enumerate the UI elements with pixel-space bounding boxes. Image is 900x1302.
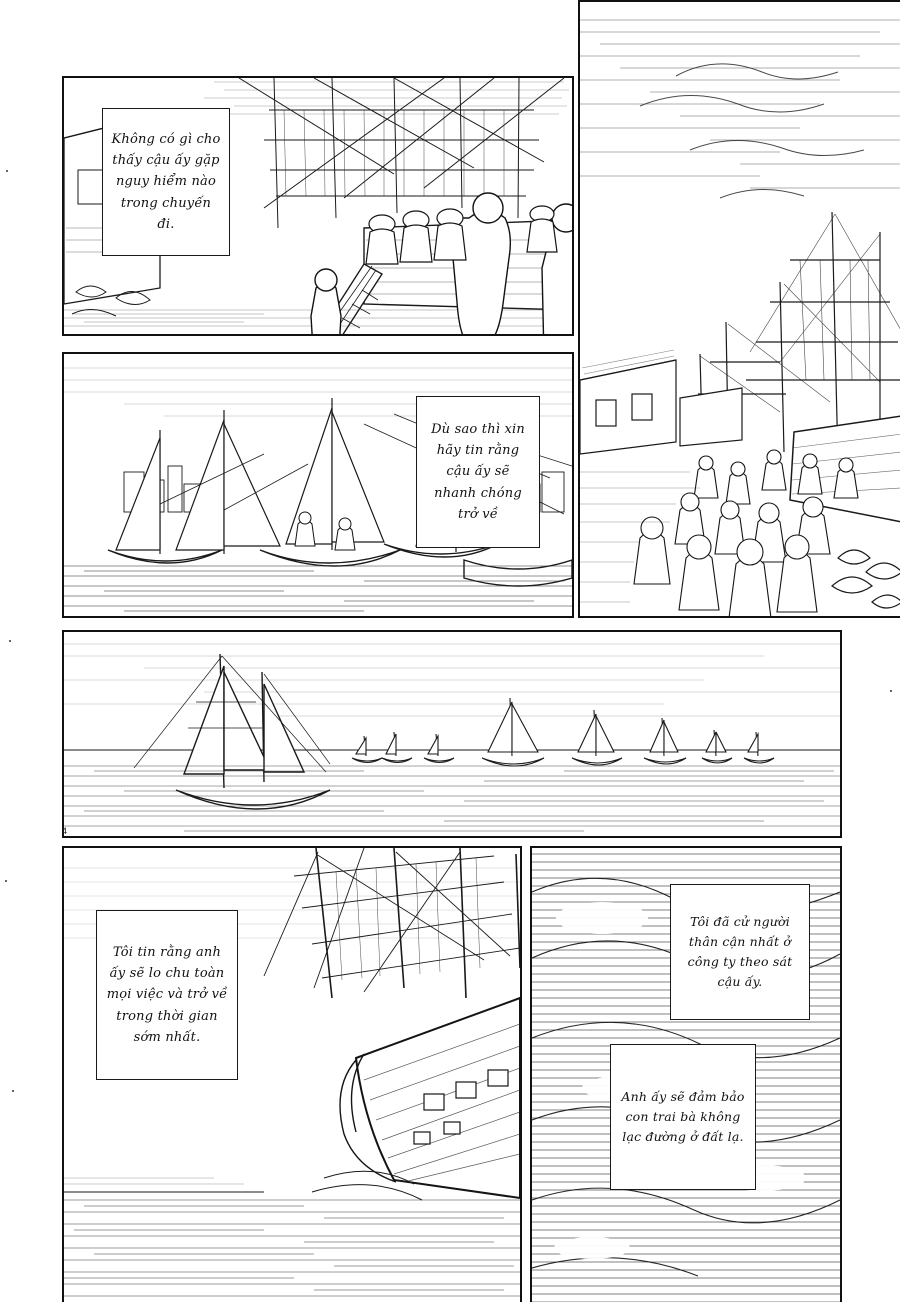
scan-speckle <box>6 170 8 172</box>
panel-open-sea-fleet <box>62 630 842 838</box>
caption-text-1: Không có gì cho thấy cậu ấy gặp nguy hiểm nào trong chuyến đi. <box>111 132 221 232</box>
panel-dock-gangway <box>62 76 574 336</box>
page-number: 4 <box>62 826 68 836</box>
caption-text-5: Anh ấy sẽ đảm bảo con trai bà không lạc đường ở đất lạ. <box>621 1089 745 1144</box>
caption-text-3: Tôi tin rằng anh ấy sẽ lo chu toàn mọi việc và trở về trong thời gian sớm nhất. <box>106 945 228 1045</box>
scan-speckle <box>12 1090 14 1092</box>
caption-text-2: Dù sao thì xin hãy tin rằng cậu ấy sẽ nhanh chóng trở về <box>431 422 525 522</box>
scan-speckle <box>9 640 11 642</box>
scan-speckle <box>890 690 892 692</box>
scan-speckle <box>5 880 7 882</box>
panel-busy-quay <box>578 0 900 618</box>
caption-text-4: Tôi đã cử người thân cận nhất ở công ty theo sát cậu ấy. <box>687 914 793 989</box>
caption-box-5 <box>610 1044 756 1190</box>
caption-box-1 <box>102 108 230 256</box>
panel-3-artwork <box>580 2 900 616</box>
panel-sail-texture <box>530 846 842 1302</box>
panel-4-artwork <box>64 632 840 836</box>
panel-harbor-boats <box>62 352 574 618</box>
caption-box-2 <box>416 396 540 548</box>
panel-ship-bow <box>62 846 522 1302</box>
caption-box-4 <box>670 884 810 1020</box>
caption-box-3 <box>96 910 238 1080</box>
